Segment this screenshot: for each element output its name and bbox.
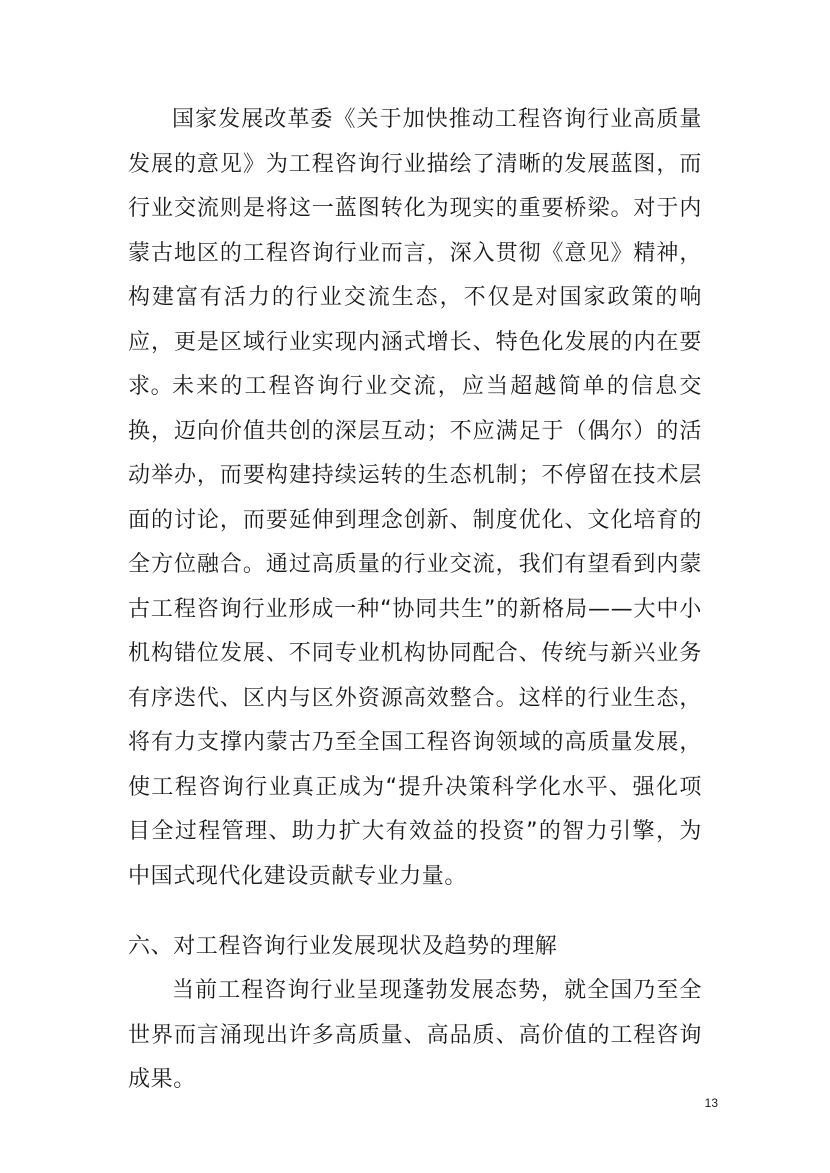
section-heading: 六、对工程咨询行业发展现状及趋势的理解 (128, 934, 558, 959)
section-paragraph: 当前工程咨询行业呈现蓬勃发展态势，就全国乃至全世界而言涌现出许多高质量、高品质、高价值的工程咨询成果。 (128, 978, 702, 1092)
page-number: 13 (704, 1096, 718, 1110)
paragraph-1: 国家发展改革委《关于加快推动工程咨询行业高质量发展的意见》为工程咨询行业描绘了清晰的发展蓝图，而行业交流则是将这一蓝图转化为现实的重要桥梁。对于内蒙古地区的工程咨询行业而言，深入贯彻《意见》精神，构建富有活力的行业交流生态，不仅是对国家政策的响应，更是区域行业实现内涵式增长、特色化发展的内在要求。 (128, 107, 702, 399)
paragraph-2: 未来的工程咨询行业交流，应当超越简单的信息交换，迈向价值共创的深层互动；不应满足于（偶尔）的活动举办，而要构建持续运转的生态机制；不停留在技术层面的讨论，而要延伸到理念创新、制度优化、文化培育的全方位融合。通过高质量的行业交流，我们有望看到内蒙古工程咨询行业形成一种“协同共生”的新格局——大中小机构错位发展、不同专业机构协同配合、传统与新兴业务有序迭代、区内与区外资源高效整合。这样的行业生态，将有力支撑内蒙古乃至全国工程咨询领域的高质量发展，使工程咨询行业真正成为“提升决策科学化水平、强化项目全过程管理、助力扩大有效益的投资”的智力引擎，为中国式现代化建设贡献专业力量。 (128, 374, 702, 889)
